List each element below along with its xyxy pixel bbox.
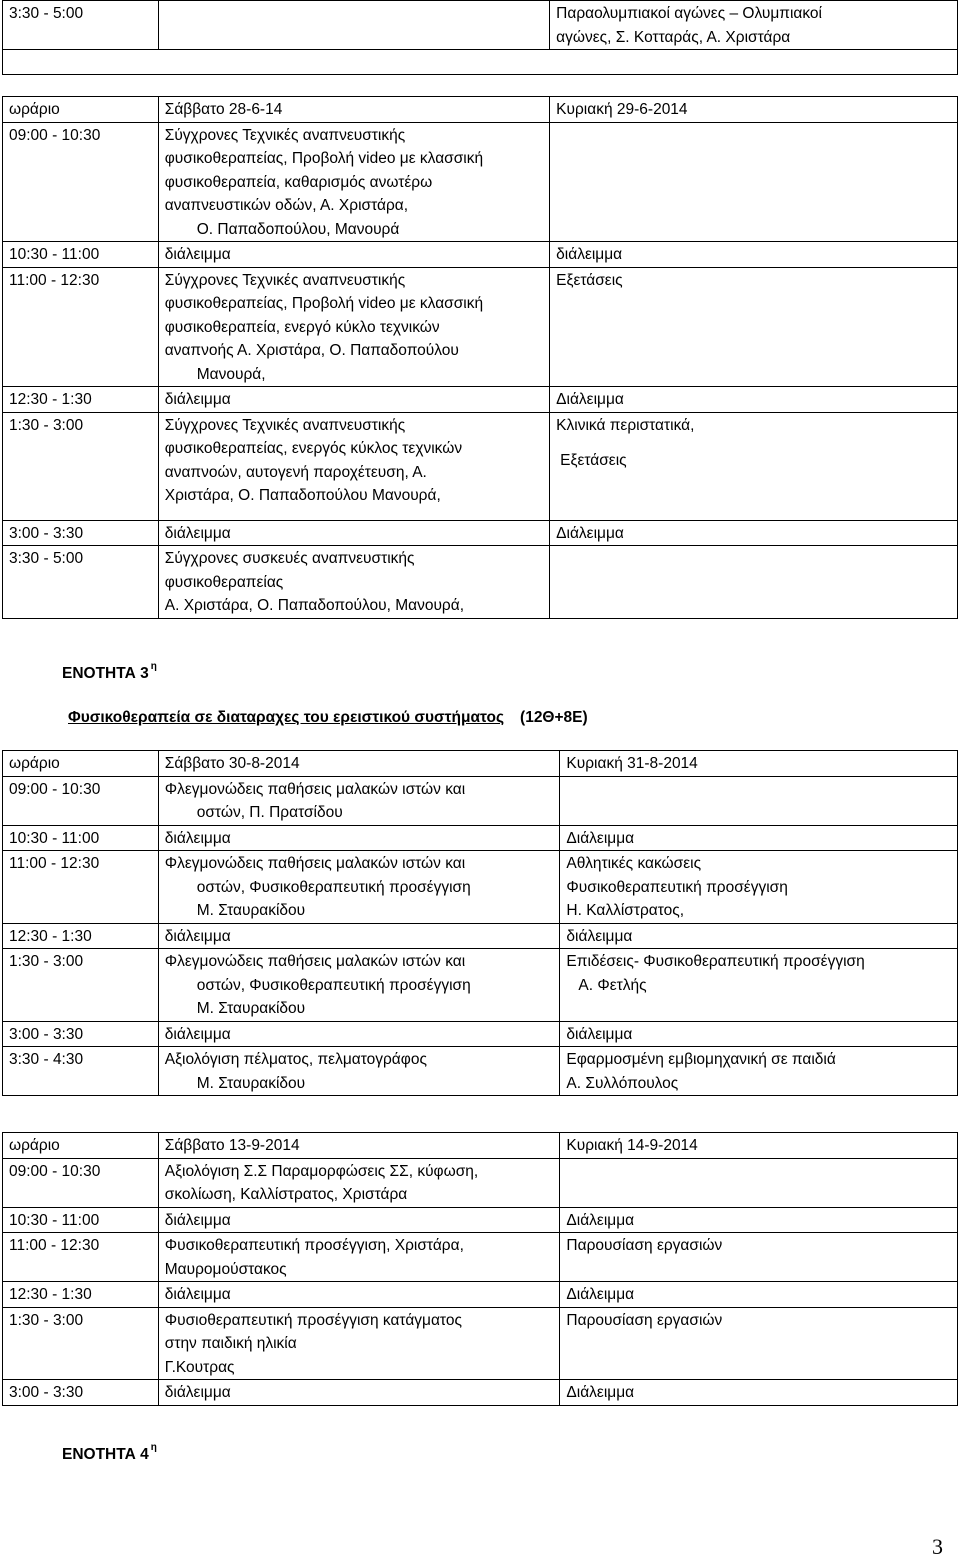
session-cell: διάλειμμα <box>158 1282 560 1308</box>
time-cell: 09:00 - 10:30 <box>3 776 159 825</box>
session-cell: διάλειμμα <box>158 520 549 546</box>
header-time: ωράριο <box>3 751 159 777</box>
session-cell: Εφαρμοσμένη εμβιομηχανική σε παιδιά Α. Συλλόπουλος <box>560 1047 958 1096</box>
time-cell: 1:30 - 3:00 <box>3 1307 159 1380</box>
session-cell: Διάλειμμα <box>550 520 958 546</box>
table-header-row <box>3 1133 958 1159</box>
session-cell: Φυσικοθεραπευτική προσέγγιση, Χριστάρα, Μαυρομούστακος <box>158 1233 560 1282</box>
time-cell: 3:00 - 3:30 <box>3 1021 159 1047</box>
session-cell: Φλεγμονώδεις παθήσεις μαλακών ιστών και οστών, Π. Πρατσίδου <box>158 776 560 825</box>
table-row <box>3 949 958 1022</box>
table-row <box>3 825 958 851</box>
table-row <box>3 1021 958 1047</box>
time-cell: 10:30 - 11:00 <box>3 1207 159 1233</box>
session-cell: διάλειμμα <box>560 923 958 949</box>
time-cell: 12:30 - 1:30 <box>3 1282 159 1308</box>
session-cell: Αξιολόγιση Σ.Σ Παραμορφώσεις ΣΣ, κύφωση, σκολίωση, Καλλίστρατος, Χριστάρα <box>158 1158 560 1207</box>
header-day1: Σάββατο 13-9-2014 <box>158 1133 560 1159</box>
section-subtitle: Φυσικοθεραπεία σε διαταραχες του ερειστικού συστήματος (12Θ+8Ε) <box>68 709 588 726</box>
schedule-table-august <box>2 750 958 1096</box>
session-cell: Σύγχρονες Τεχνικές αναπνευστικής φυσικοθεραπείας, Προβολή video με κλασσική φυσικοθεραπεία, καθαρισμός ανωτέρω αναπνευστικών οδών, Α. Χριστάρα, Ο. Παπαδοπούλου, Μανουρά <box>158 122 549 242</box>
header-time: ωράριο <box>3 1133 159 1159</box>
table-row <box>3 412 958 520</box>
session-cell: Διάλειμμα <box>560 825 958 851</box>
session-cell <box>158 1 549 50</box>
time-cell: 11:00 - 12:30 <box>3 1233 159 1282</box>
table-row <box>3 242 958 268</box>
table-row <box>3 50 958 75</box>
table-row <box>3 923 958 949</box>
time-cell: 10:30 - 11:00 <box>3 242 159 268</box>
time-cell: 10:30 - 11:00 <box>3 825 159 851</box>
table-row <box>3 267 958 387</box>
table-row <box>3 1207 958 1233</box>
session-cell <box>560 1158 958 1207</box>
session-cell: Κλινικά περιστατικά, Εξετάσεις <box>550 412 958 520</box>
session-cell: διάλειμμα <box>158 825 560 851</box>
empty-row <box>3 50 958 75</box>
table-header-row <box>3 751 958 777</box>
page-number: 3 <box>932 1534 943 1559</box>
table-row <box>3 1380 958 1406</box>
session-cell: Επιδέσεις- Φυσικοθεραπευτική προσέγγιση Α. Φετλής <box>560 949 958 1022</box>
session-cell: Παραολυμπιακοί αγώνες – Ολυμπιακοί αγώνες, Σ. Κοτταράς, Α. Χριστάρα <box>550 1 958 50</box>
session-cell <box>560 776 958 825</box>
time-cell: 3:30 - 4:30 <box>3 1047 159 1096</box>
session-cell: διάλειμμα <box>158 387 549 413</box>
session-cell: διάλειμμα <box>158 1207 560 1233</box>
time-cell: 09:00 - 10:30 <box>3 122 159 242</box>
header-day2: Κυριακή 29-6-2014 <box>550 97 958 123</box>
time-cell: 3:00 - 3:30 <box>3 520 159 546</box>
header-day2: Κυριακή 14-9-2014 <box>560 1133 958 1159</box>
session-cell: διάλειμμα <box>560 1021 958 1047</box>
time-cell: 12:30 - 1:30 <box>3 923 159 949</box>
time-cell: 11:00 - 12:30 <box>3 851 159 924</box>
table-row <box>3 1158 958 1207</box>
top-schedule-table <box>2 0 958 75</box>
table-row <box>3 1 958 50</box>
session-cell: Εξετάσεις <box>550 267 958 387</box>
session-cell: Διάλειμμα <box>560 1282 958 1308</box>
table-row <box>3 1282 958 1308</box>
session-cell: Διάλειμμα <box>560 1380 958 1406</box>
table-row <box>3 1307 958 1380</box>
session-cell: διάλειμμα <box>550 242 958 268</box>
header-time: ωράριο <box>3 97 159 123</box>
table-row <box>3 520 958 546</box>
session-cell: Αξιολόγιση πέλματος, πελματογράφος Μ. Σταυρακίδου <box>158 1047 560 1096</box>
session-cell: διάλειμμα <box>158 1021 560 1047</box>
header-day2: Κυριακή 31-8-2014 <box>560 751 958 777</box>
table-row <box>3 851 958 924</box>
time-cell: 12:30 - 1:30 <box>3 387 159 413</box>
time-cell: 3:00 - 3:30 <box>3 1380 159 1406</box>
table-row <box>3 387 958 413</box>
session-cell: Σύγχρονες συσκευές αναπνευστικής φυσικοθεραπείας Α. Χριστάρα, Ο. Παπαδοπούλου, Μανουρά, <box>158 546 549 619</box>
table-header-row <box>3 97 958 123</box>
session-cell: διάλειμμα <box>158 1380 560 1406</box>
header-day1: Σάββατο 28-6-14 <box>158 97 549 123</box>
session-cell: Αθλητικές κακώσεις Φυσικοθεραπευτική προσέγγιση Η. Καλλίστρατος, <box>560 851 958 924</box>
session-cell: Φλεγμονώδεις παθήσεις μαλακών ιστών και οστών, Φυσικοθεραπευτική προσέγγιση Μ. Σταυρακίδου <box>158 851 560 924</box>
session-cell: Παρουσίαση εργασιών <box>560 1233 958 1282</box>
session-cell: Σύγχρονες Τεχνικές αναπνευστικής φυσικοθεραπείας, Προβολή video με κλασσική φυσικοθεραπεία, ενεργό κύκλο τεχνικών αναπνοής Α. Χριστάρα, Ο. Παπαδοπούλου Μανουρά, <box>158 267 549 387</box>
table-row <box>3 546 958 619</box>
session-cell: διάλειμμα <box>158 242 549 268</box>
session-cell: Παρουσίαση εργασιών <box>560 1307 958 1380</box>
schedule-table-september <box>2 1132 958 1406</box>
time-cell: 11:00 - 12:30 <box>3 267 159 387</box>
time-cell: 1:30 - 3:00 <box>3 949 159 1022</box>
session-cell: Σύγχρονες Τεχνικές αναπνευστικής φυσικοθεραπείας, ενεργός κύκλος τεχνικών αναπνοών, αυτογενή παροχέτευση, Α. Χριστάρα, Ο. Παπαδοπούλου Μανουρά, <box>158 412 549 520</box>
session-cell: Διάλειμμα <box>550 387 958 413</box>
session-cell: Διάλειμμα <box>560 1207 958 1233</box>
section-heading: ΕΝΟΤΗΤΑ 3 $^\eta$ <box>62 661 157 682</box>
table-row <box>3 776 958 825</box>
header-day1: Σάββατο 30-8-2014 <box>158 751 560 777</box>
session-cell <box>550 546 958 619</box>
section-heading: ΕΝΟΤΗΤΑ 4 $^\eta$ <box>62 1442 157 1463</box>
schedule-table-june <box>2 96 958 619</box>
table-row <box>3 1233 958 1282</box>
time-cell: 09:00 - 10:30 <box>3 1158 159 1207</box>
time-cell: 3:30 - 5:00 <box>3 546 159 619</box>
session-cell: Φυσιοθεραπευτική προσέγγιση κατάγματος στην παιδική ηλικία Γ.Κουτρας <box>158 1307 560 1380</box>
table-row <box>3 1047 958 1096</box>
time-cell: 3:30 - 5:00 <box>3 1 159 50</box>
session-cell: Φλεγμονώδεις παθήσεις μαλακών ιστών και οστών, Φυσικοθεραπευτική προσέγγιση Μ. Σταυρακίδου <box>158 949 560 1022</box>
session-cell: διάλειμμα <box>158 923 560 949</box>
session-cell <box>550 122 958 242</box>
time-cell: 1:30 - 3:00 <box>3 412 159 520</box>
table-row <box>3 122 958 242</box>
